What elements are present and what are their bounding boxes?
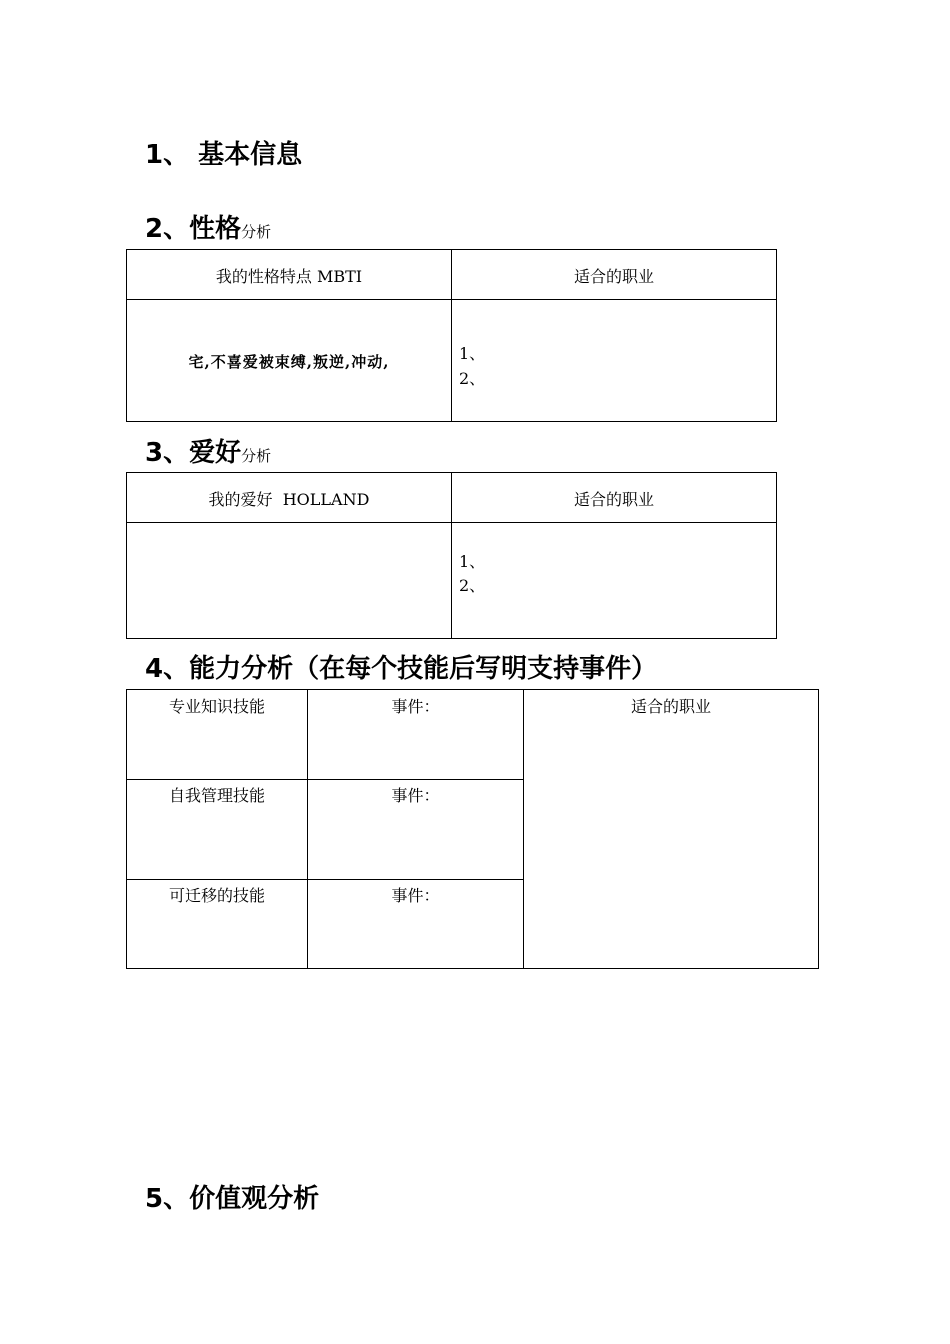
hobby-header-right: 适合的职业 [573, 490, 654, 509]
section3-suffix: 分析 [241, 447, 272, 465]
personality-career-item-2: 2、 [459, 369, 486, 388]
section4-heading [145, 648, 657, 685]
skill-self-management: 自我管理技能 [168, 786, 265, 805]
hobby-career-item-1: 1、 [459, 552, 486, 571]
personality-table [126, 249, 777, 422]
section4-title: 4、能力分析（在每个技能后写明支持事件） [145, 654, 658, 684]
personality-header-left: 我的性格特点 MBTI [215, 267, 363, 286]
skill-transferable: 可迁移的技能 [168, 886, 265, 905]
section3-title: 3、爱好 [145, 438, 242, 468]
hobby-header-left: 我的爱好 HOLLAND [208, 490, 370, 509]
hobby-table [126, 472, 777, 639]
section2-title: 2、性格 [145, 214, 242, 244]
event-transferable: 事件： [391, 886, 440, 905]
section1-heading [145, 134, 302, 171]
event-professional: 事件： [391, 697, 440, 716]
personality-header-right: 适合的职业 [573, 267, 654, 286]
section5-heading [145, 1178, 319, 1215]
event-self-management: 事件： [391, 786, 440, 805]
ability-career-header: 适合的职业 [630, 697, 711, 716]
personality-traits: 宅,不喜爱被束缚,叛逆,冲动, [188, 353, 390, 371]
section2-suffix: 分析 [241, 223, 272, 241]
hobby-career-item-2: 2、 [459, 576, 486, 595]
section3-heading [145, 432, 271, 469]
ability-table [126, 689, 819, 969]
skill-professional: 专业知识技能 [168, 697, 265, 716]
section1-title: 1、 基本信息 [145, 140, 303, 170]
section2-heading [145, 208, 271, 245]
personality-career-item-1: 1、 [459, 344, 486, 363]
section5-title: 5、价值观分析 [145, 1184, 320, 1214]
